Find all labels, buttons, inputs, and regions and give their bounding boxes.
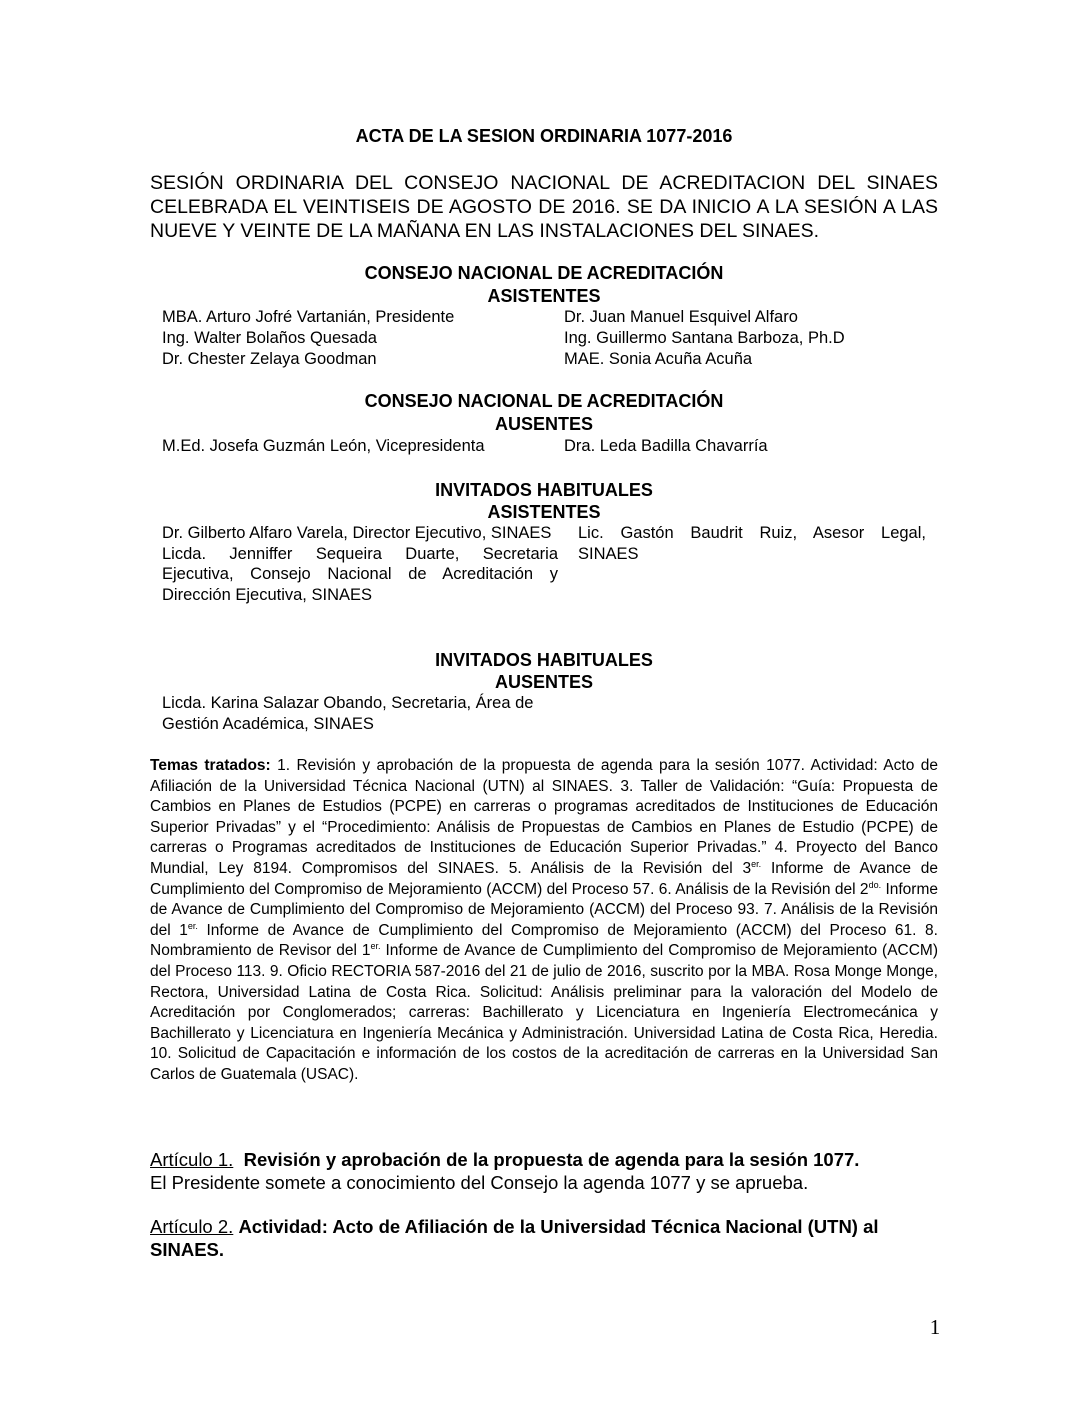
council-present-subheading: ASISTENTES bbox=[487, 286, 601, 306]
council-absent-left-list bbox=[162, 436, 485, 457]
guest-name: Dr. Gilberto Alfaro Varela, Director Ejecutivo, SINAES bbox=[162, 524, 552, 542]
document-title: ACTA DE LA SESION ORDINARIA 1077-2016 bbox=[355, 126, 733, 146]
article-1-heading: Revisión y aprobación de la propuesta de agenda para la sesión 1077. bbox=[243, 1149, 860, 1170]
attendee-name: Dr. Chester Zelaya Goodman bbox=[162, 350, 377, 368]
guest-name: Licda. Jenniffer Sequeira Duarte, Secretaria Ejecutiva, Consejo Nacional de Acreditación y Dirección Ejecutiva, SINAES bbox=[162, 544, 558, 604]
council-absent-right-list bbox=[564, 436, 768, 457]
guest-name: Licda. Karina Salazar Obando, Secretaria, Área de Gestión Académica, SINAES bbox=[162, 694, 534, 733]
attendee-name: Ing. Walter Bolaños Quesada bbox=[162, 329, 377, 347]
session-intro: SESIÓN ORDINARIA DEL CONSEJO NACIONAL DE ACREDITACION DEL SINAES CELEBRADA EL VEINTISEIS DE AGOSTO DE 2016. SE DA INICIO A LA SESIÓN A LAS NUEVE Y VEINTE DE LA MAÑANA EN LAS INSTALACIONES DEL SINAES. bbox=[150, 172, 938, 242]
article-2 bbox=[150, 1215, 938, 1261]
article-1-label: Artículo 1. bbox=[150, 1149, 234, 1170]
topics-label: Temas tratados: bbox=[150, 757, 271, 774]
council-present-right-list bbox=[564, 307, 845, 370]
guest-name: Lic. Gastón Baudrit Ruiz, Asesor Legal, SINAES bbox=[578, 524, 926, 563]
guests-present-heading: INVITADOS HABITUALES bbox=[435, 480, 653, 500]
topics-paragraph: Temas tratados: 1. Revisión y aprobación de la propuesta de agenda para la sesión 1077. Actividad: Acto de Afiliación de la Universidad Técnica Nacional (UTN) al SINAES. 3. Taller de Validación: “Guía: Propuesta de Cambios en Planes de Estudios (PCPE) en carreras o programas acreditados de Instituciones de Educación Superior Privadas” y el “Procedimiento: Análisis de Propuestas de Cambios en Planes de Estudio (PCPE) de carreras o Programas acreditados de Instituciones de Educación Superior Privadas.” 4. Proyecto del Banco Mundial, Ley 8194. Compromisos del SINAES. 5. Análisis de la Revisión del $3^{er.}$ Informe de Avance de Cumplimiento del Compromiso de Mejoramiento (ACCM) del Proceso 57. 6. Análisis de la Revisión del $2^{do.}$ Informe de Avance de Cumplimiento del Compromiso de Mejoramiento (ACCM) del Proceso 93. 7. Análisis de la Revisión del $1^{er.}$ Informe de Avance de Cumplimiento del Compromiso de Mejoramiento (ACCM) del Proceso 61. 8. Nombramiento de Revisor del $1^{er.}$ Informe de Avance de Cumplimiento del Compromiso de Mejoramiento (ACCM) del Proceso 113. 9. Oficio RECTORIA 587-2016 del 21 de julio de 2016, suscrito por la MBA. Rosa Monge Monge, Rectora, Universidad Latina de Costa Rica. Solicitud: Análisis preliminar para la valoración del Modelo de Acreditación por Conglomerados; carreras: Bachillerato y Licenciatura en Ingeniería Electromecánica y Bachillerato y Licenciatura en Ingeniería Mecánica y Administración. Universidad Latina de Costa Rica, Heredia. 10. Solicitud de Capacitación e información de los costos de la acreditación de carreras en la Universidad San Carlos de Guatemala (USAC). bbox=[150, 757, 938, 1083]
attendee-name: MBA. Arturo Jofré Vartanián, Presidente bbox=[162, 308, 455, 326]
council-present-left-list bbox=[162, 307, 454, 370]
attendee-name: MAE. Sonia Acuña Acuña bbox=[564, 350, 753, 368]
council-present-heading: CONSEJO NACIONAL DE ACREDITACIÓN bbox=[364, 263, 724, 283]
attendee-name: Ing. Guillermo Santana Barboza, Ph.D bbox=[564, 329, 845, 347]
page-number: 1 bbox=[929, 1315, 941, 1339]
article-1-body: El Presidente somete a conocimiento del Consejo la agenda 1077 y se aprueba. bbox=[150, 1172, 809, 1193]
guests-absent-heading: INVITADOS HABITUALES bbox=[435, 650, 653, 670]
guests-absent-left-list bbox=[162, 693, 562, 734]
guests-present-subheading: ASISTENTES bbox=[487, 502, 601, 522]
council-absent-heading: CONSEJO NACIONAL DE ACREDITACIÓN bbox=[364, 391, 724, 411]
absent-name: Dra. Leda Badilla Chavarría bbox=[564, 437, 768, 455]
guests-present-left-list bbox=[162, 523, 558, 605]
article-2-heading: Actividad: Acto de Afiliación de la Universidad Técnica Nacional (UTN) al SINAES. bbox=[150, 1216, 879, 1260]
absent-name: M.Ed. Josefa Guzmán León, Vicepresidenta bbox=[162, 437, 485, 455]
article-1 bbox=[150, 1148, 938, 1194]
article-2-label: Artículo 2. bbox=[150, 1216, 234, 1237]
guests-present-right-list bbox=[578, 523, 926, 564]
council-absent-subheading: AUSENTES bbox=[494, 414, 593, 434]
guests-absent-subheading: AUSENTES bbox=[494, 672, 593, 692]
attendee-name: Dr. Juan Manuel Esquivel Alfaro bbox=[564, 308, 798, 326]
